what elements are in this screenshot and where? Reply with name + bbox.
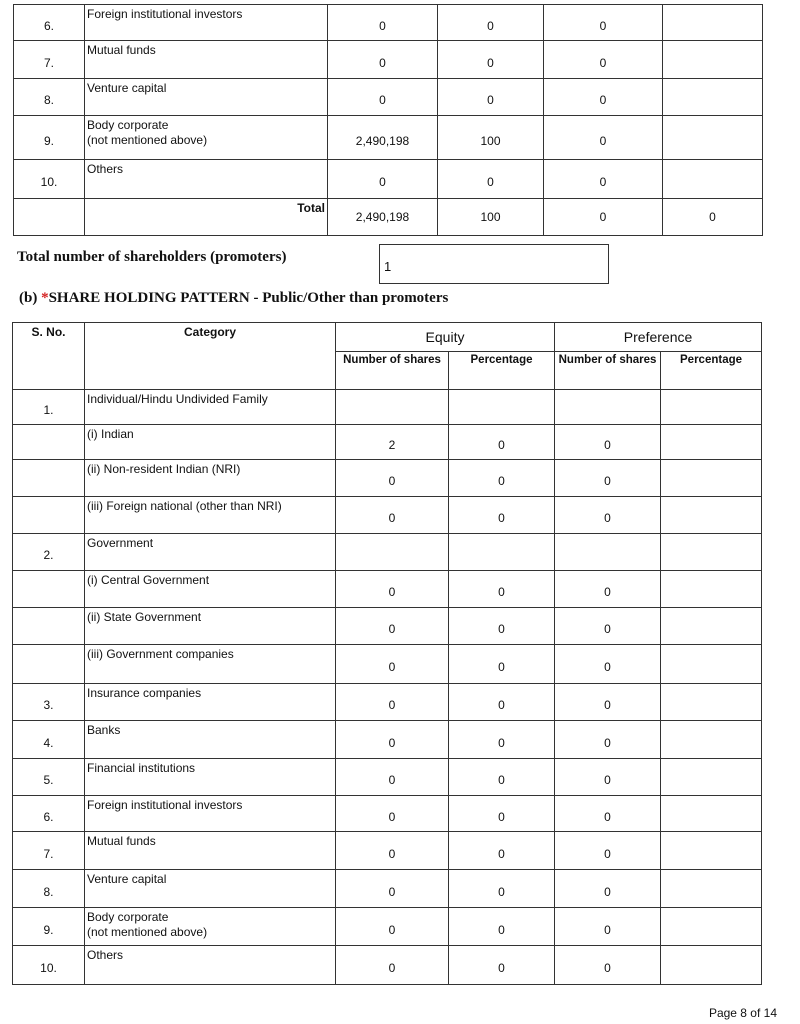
- row-category: [85, 721, 336, 759]
- promoters-count-label: Total number of shareholders (promoters): [17, 249, 287, 265]
- table-row: [14, 5, 763, 41]
- preference-percentage-cell[interactable]: [661, 832, 762, 870]
- category-label: Mutual funds: [87, 834, 156, 848]
- row-sno: 9.: [14, 116, 85, 160]
- row-category: [85, 534, 336, 571]
- table-row: [13, 684, 762, 721]
- category-label: Mutual funds: [87, 43, 156, 57]
- table-row: [13, 832, 762, 870]
- row-category: [85, 870, 336, 908]
- preference-percentage-cell[interactable]: [661, 796, 762, 832]
- row-category: [85, 946, 336, 985]
- equity-percentage-cell[interactable]: 0: [449, 908, 555, 946]
- preference-percentage-cell[interactable]: [661, 425, 762, 460]
- header-preference-shares: Number of shares: [555, 352, 661, 390]
- table-row: [13, 870, 762, 908]
- header-preference-percentage: Percentage: [661, 352, 762, 390]
- table-row: [13, 796, 762, 832]
- row-sno: [13, 460, 85, 497]
- preference-percentage-cell[interactable]: [661, 946, 762, 985]
- equity-percentage-cell[interactable]: 0: [438, 41, 544, 79]
- table-row: [13, 721, 762, 759]
- row-category: [85, 832, 336, 870]
- row-sno: 3.: [13, 684, 85, 721]
- row-sno: 6.: [14, 5, 85, 41]
- preference-percentage-cell[interactable]: [661, 534, 762, 571]
- category-sublabel: (not mentioned above): [87, 133, 208, 147]
- row-sno: 7.: [13, 832, 85, 870]
- row-category: [85, 645, 336, 684]
- row-category: [85, 608, 336, 645]
- equity-shares-cell[interactable]: 0: [336, 796, 449, 832]
- preference-shares-cell[interactable]: 0: [555, 684, 661, 721]
- equity-shares-cell[interactable]: 0: [336, 721, 449, 759]
- total-value-cell: 2,490,198: [328, 199, 438, 236]
- equity-shares-cell[interactable]: 0: [336, 497, 449, 534]
- row-sno: 10.: [14, 160, 85, 199]
- preference-percentage-cell[interactable]: [663, 41, 763, 79]
- equity-percentage-cell[interactable]: 0: [449, 946, 555, 985]
- preference-percentage-cell[interactable]: [663, 160, 763, 199]
- equity-shares-cell[interactable]: 0: [336, 684, 449, 721]
- category-label: Individual/Hindu Undivided Family: [87, 392, 268, 406]
- category-label: Financial institutions: [87, 761, 196, 775]
- preference-shares-cell[interactable]: 0: [544, 41, 663, 79]
- equity-shares-cell[interactable]: 0: [328, 41, 438, 79]
- equity-shares-cell[interactable]: 0: [336, 460, 449, 497]
- preference-shares-cell[interactable]: 0: [555, 608, 661, 645]
- table-row: [13, 759, 762, 796]
- preference-shares-cell[interactable]: 0: [544, 79, 663, 116]
- equity-shares-cell[interactable]: 2,490,198: [328, 116, 438, 160]
- table-row: [13, 908, 762, 946]
- equity-shares-cell[interactable]: 0: [336, 946, 449, 985]
- row-category: [85, 5, 328, 41]
- category-label: Venture capital: [87, 81, 167, 95]
- row-sno: 6.: [13, 796, 85, 832]
- page-number: Page 8 of 14: [708, 1006, 777, 1020]
- header-equity: Equity: [336, 323, 555, 352]
- equity-percentage-cell[interactable]: [449, 390, 555, 425]
- equity-percentage-cell[interactable]: 0: [449, 832, 555, 870]
- preference-percentage-cell[interactable]: [661, 460, 762, 497]
- table-row: [13, 645, 762, 684]
- category-label: (i) Central Government: [87, 573, 210, 587]
- category-sublabel: (not mentioned above): [87, 925, 208, 939]
- table-row: [13, 608, 762, 645]
- category-label: (ii) Non-resident Indian (NRI): [87, 462, 241, 476]
- table-row: [13, 534, 762, 571]
- equity-percentage-cell[interactable]: 0: [449, 425, 555, 460]
- preference-percentage-cell[interactable]: [661, 497, 762, 534]
- category-label: Foreign institutional investors: [87, 798, 243, 812]
- table-row: [13, 460, 762, 497]
- row-category: [85, 497, 336, 534]
- row-category: [85, 571, 336, 608]
- required-star: *: [41, 290, 49, 306]
- equity-percentage-cell[interactable]: 0: [449, 721, 555, 759]
- row-sno: 1.: [13, 390, 85, 425]
- preference-percentage-cell[interactable]: [661, 908, 762, 946]
- row-sno: 7.: [14, 41, 85, 79]
- category-label: Venture capital: [87, 872, 167, 886]
- preference-percentage-cell[interactable]: [661, 390, 762, 425]
- table-row: [14, 41, 763, 79]
- category-label: Body corporate: [87, 910, 169, 924]
- row-category: [85, 116, 328, 160]
- preference-percentage-cell[interactable]: [661, 759, 762, 796]
- public-table-body: [13, 390, 762, 985]
- total-value-cell: 100: [438, 199, 544, 236]
- table-row: [13, 425, 762, 460]
- row-category: [85, 41, 328, 79]
- total-label: Total: [85, 199, 328, 236]
- preference-shares-cell[interactable]: 0: [544, 116, 663, 160]
- row-sno: 10.: [13, 946, 85, 985]
- public-shareholding-table: [12, 322, 762, 985]
- preference-percentage-cell[interactable]: [663, 79, 763, 116]
- equity-percentage-cell[interactable]: 0: [438, 160, 544, 199]
- row-category: [85, 796, 336, 832]
- equity-shares-cell[interactable]: 0: [328, 79, 438, 116]
- row-sno: 8.: [14, 79, 85, 116]
- header-sno: S. No.: [13, 323, 85, 390]
- row-category: [85, 460, 336, 497]
- row-sno: 8.: [13, 870, 85, 908]
- equity-percentage-cell[interactable]: 0: [449, 460, 555, 497]
- preference-percentage-cell[interactable]: [661, 571, 762, 608]
- equity-percentage-cell[interactable]: 0: [449, 759, 555, 796]
- row-sno: 2.: [13, 534, 85, 571]
- equity-percentage-cell[interactable]: 0: [449, 608, 555, 645]
- equity-percentage-cell[interactable]: 100: [438, 116, 544, 160]
- row-category: [85, 79, 328, 116]
- preference-shares-cell[interactable]: 0: [555, 870, 661, 908]
- equity-percentage-cell[interactable]: 0: [449, 571, 555, 608]
- row-category: [85, 390, 336, 425]
- preference-shares-cell[interactable]: [555, 534, 661, 571]
- equity-shares-cell[interactable]: [336, 390, 449, 425]
- preference-shares-cell[interactable]: 0: [555, 425, 661, 460]
- category-label: (ii) State Government: [87, 610, 202, 624]
- equity-percentage-cell[interactable]: 0: [449, 645, 555, 684]
- row-category: [85, 759, 336, 796]
- promoters-count-value: 1: [384, 259, 392, 274]
- category-label: Banks: [87, 723, 121, 737]
- category-label: (iii) Foreign national (other than NRI): [87, 499, 282, 513]
- preference-percentage-cell[interactable]: [661, 721, 762, 759]
- table-row: [13, 571, 762, 608]
- table-row: [14, 79, 763, 116]
- preference-percentage-cell[interactable]: [661, 645, 762, 684]
- promoters-count-field[interactable]: [379, 244, 609, 284]
- preference-shares-cell[interactable]: 0: [555, 721, 661, 759]
- table-row: [13, 497, 762, 534]
- equity-percentage-cell[interactable]: 0: [449, 796, 555, 832]
- promoters-table: [13, 4, 763, 236]
- row-category: [85, 684, 336, 721]
- equity-shares-cell[interactable]: 0: [336, 832, 449, 870]
- row-sno: [13, 608, 85, 645]
- equity-percentage-cell[interactable]: 0: [449, 870, 555, 908]
- equity-shares-cell[interactable]: 0: [328, 5, 438, 41]
- row-sno: [13, 425, 85, 460]
- equity-shares-cell[interactable]: 0: [328, 160, 438, 199]
- preference-shares-cell[interactable]: 0: [555, 946, 661, 985]
- equity-shares-cell[interactable]: 0: [336, 870, 449, 908]
- equity-shares-cell[interactable]: 0: [336, 759, 449, 796]
- section-b-prefix: (b): [19, 290, 42, 306]
- category-label: (i) Indian: [87, 427, 134, 441]
- preference-shares-cell[interactable]: [555, 390, 661, 425]
- equity-percentage-cell[interactable]: 0: [449, 684, 555, 721]
- table-row: [13, 946, 762, 985]
- row-category: [85, 425, 336, 460]
- preference-shares-cell[interactable]: 0: [544, 160, 663, 199]
- promoters-table-body: [14, 5, 763, 236]
- equity-shares-cell[interactable]: 0: [336, 608, 449, 645]
- row-sno: [13, 571, 85, 608]
- category-label: Government: [87, 536, 154, 550]
- row-sno: [13, 645, 85, 684]
- header-equity-shares: Number of shares: [336, 352, 449, 390]
- row-category: [85, 908, 336, 946]
- preference-percentage-cell[interactable]: [661, 684, 762, 721]
- public-table-header: [13, 323, 762, 390]
- equity-percentage-cell[interactable]: [449, 534, 555, 571]
- section-b-heading: [19, 290, 448, 307]
- header-preference: Preference: [555, 323, 762, 352]
- preference-percentage-cell[interactable]: [661, 608, 762, 645]
- table-row: [14, 160, 763, 199]
- equity-shares-cell[interactable]: 2: [336, 425, 449, 460]
- row-sno: 5.: [13, 759, 85, 796]
- row-sno: [13, 497, 85, 534]
- category-label: Insurance companies: [87, 686, 202, 700]
- preference-percentage-cell[interactable]: [663, 116, 763, 160]
- total-value-cell: 0: [663, 199, 763, 236]
- equity-percentage-cell[interactable]: 0: [449, 497, 555, 534]
- table-row: [13, 390, 762, 425]
- total-sno-cell: [14, 199, 85, 236]
- table-row: [14, 116, 763, 160]
- section-b-title: SHARE HOLDING PATTERN - Public/Other than promoters: [48, 290, 449, 306]
- equity-shares-cell[interactable]: 0: [336, 571, 449, 608]
- category-label: Others: [87, 162, 124, 176]
- total-value-cell: 0: [544, 199, 663, 236]
- row-category: [85, 160, 328, 199]
- header-equity-percentage: Percentage: [449, 352, 555, 390]
- header-category: Category: [85, 323, 336, 390]
- equity-percentage-cell[interactable]: 0: [438, 79, 544, 116]
- category-label: Body corporate: [87, 118, 169, 132]
- preference-shares-cell[interactable]: 0: [555, 571, 661, 608]
- preference-percentage-cell[interactable]: [661, 870, 762, 908]
- preference-shares-cell[interactable]: 0: [555, 759, 661, 796]
- preference-shares-cell[interactable]: 0: [555, 645, 661, 684]
- preference-percentage-cell[interactable]: [663, 5, 763, 41]
- category-label: Others: [87, 948, 124, 962]
- preference-shares-cell[interactable]: 0: [555, 908, 661, 946]
- preference-shares-cell[interactable]: 0: [555, 796, 661, 832]
- equity-shares-cell[interactable]: 0: [336, 908, 449, 946]
- total-row: [14, 199, 763, 236]
- row-sno: 9.: [13, 908, 85, 946]
- preference-shares-cell[interactable]: 0: [555, 497, 661, 534]
- preference-shares-cell[interactable]: 0: [555, 460, 661, 497]
- equity-shares-cell[interactable]: 0: [336, 645, 449, 684]
- equity-percentage-cell[interactable]: 0: [438, 5, 544, 41]
- preference-shares-cell[interactable]: 0: [555, 832, 661, 870]
- category-label: (iii) Government companies: [87, 647, 234, 661]
- equity-shares-cell[interactable]: [336, 534, 449, 571]
- preference-shares-cell[interactable]: 0: [544, 5, 663, 41]
- category-label: Foreign institutional investors: [87, 7, 243, 21]
- row-sno: 4.: [13, 721, 85, 759]
